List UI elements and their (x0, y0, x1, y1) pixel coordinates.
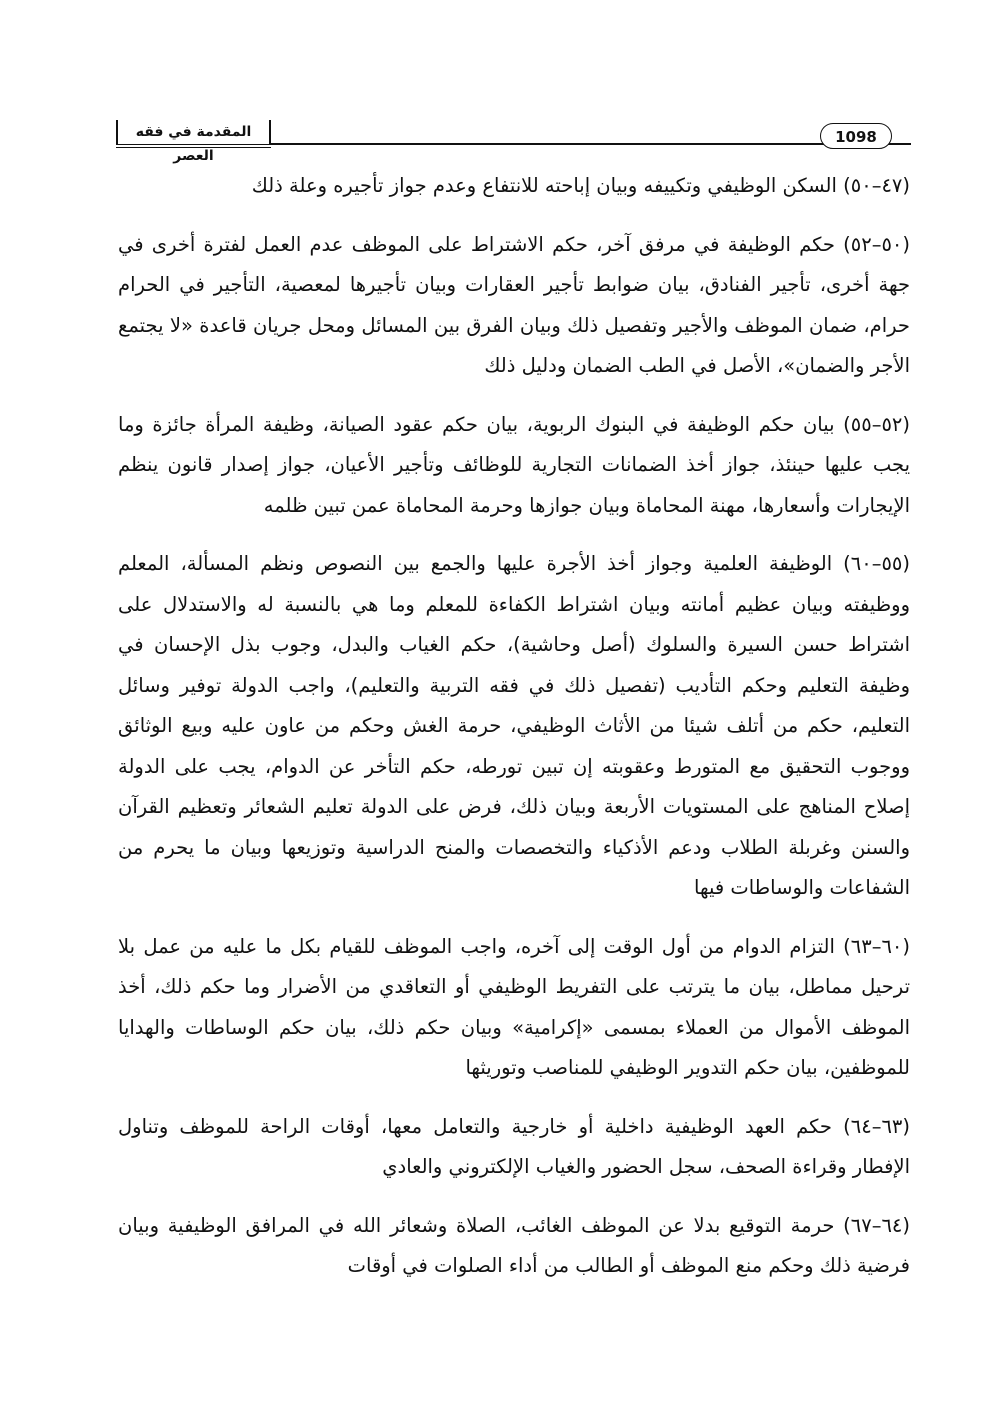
paragraph-63-64: (٦٣–٦٤) حكم العهد الوظيفية داخلية أو خارجية والتعامل معها، أوقات الراحة للموظف وتناول الإفطار وقراءة الصحف، سجل الحضور والغياب الإلكتروني والعادي (118, 1114, 910, 1178)
paragraph-50-52: (٥٠–٥٢) حكم الوظيفة في مرفق آخر، حكم الاشتراط على الموظف عدم العمل لفترة أخرى في جهة أخرى، تأجير الفنادق، بيان ضوابط تأجير العقارات وبيان تأجيرها لمعصية، التأجير في الحرام حرام، ضمان الموظف والأجير وتفصيل ذلك وبيان الفرق بين المسائل ومحل جريان قاعدة «لا يجتمع الأجر والضمان»، الأصل في الطب الضمان ودليل ذلك (118, 232, 910, 377)
paragraph-47-50: (٤٧–٥٠) السكن الوظيفي وتكييفه وبيان إباحته للانتفاع وعدم جواز تأجيره وعلة ذلك (251, 174, 910, 197)
page-header (116, 120, 911, 164)
paragraph-52-55: (٥٢–٥٥) بيان حكم الوظيفة في البنوك الربوية، بيان حكم عقود الصيانة، وظيفة المرأة جائزة وما يجب عليها حينئذ، جواز أخذ الضمانات التجارية للوظائف وتأجير الأعيان، جواز إصدار قانون ينظم الإيجارات وأسعارها، مهنة المحاماة وبيان جوازها وحرمة المحاماة عمن تبين ظلمه (118, 412, 910, 517)
page-number: 1098 (820, 123, 892, 149)
book-title: المقدمة في فقه العصر (116, 120, 271, 144)
paragraph-60-63: (٦٠–٦٣) التزام الدوام من أول الوقت إلى آخره، واجب الموظف للقيام بكل ما عليه من عمل بلا ترحيل مماطل، بيان ما يترتب على التفريط الوظيفي أو التعاقدي من الأضرار وما حكم ذلك، أخذ الموظف الأموال من العملاء بمسمى «إكرامية» وبيان حكم ذلك، بيان حكم الوساطات والهدايا للموظفين، بيان حكم التدوير الوظيفي للمناصب وتوريثها (118, 934, 910, 1079)
paragraph-64-67: (٦٤–٦٧) حرمة التوقيع بدلا عن الموظف الغائب، الصلاة وشعائر الله في المرافق الوظيفية وبيان فرضية ذلك وحكم منع الموظف أو الطالب من أداء الصلوات في أوقات (118, 1213, 910, 1277)
paragraph-55-60: (٥٥–٦٠) الوظيفة العلمية وجواز أخذ الأجرة عليها والجمع بين النصوص ونظم المسألة، المعلم ووظيفته وبيان عظيم أمانته وبيان اشتراط الكفاءة للمعلم وما هي بالنسبة له والاستدلال على اشتراط حسن السيرة والسلوك (أصل وحاشية)، حكم الغياب والبدل، وجوب بذل الإحسان في وظيفة التعليم وحكم التأديب (تفصيل ذلك في فقه التربية والتعليم)، واجب الدولة توفير وسائل التعليم، حكم من أتلف شيئا من الأثاث الوظيفي، حرمة الغش وحكم من عاون عليه وبيع الوثائق ووجوب التحقيق مع المتورط وعقوبته إن تبين تورطه، حكم التأخر عن الدوام، يجب على الدولة إصلاح المناهج على المستويات الأربعة وبيان ذلك، فرض على الدولة تعليم الشعائر وتعظيم القرآن والسنن وغربلة الطلاب ودعم الأذكياء والتخصصات والمنح الدراسية وتوزيعها وبيان ما يحرم من الشفاعات والوساطات فيها (118, 552, 910, 899)
page-body (118, 166, 910, 1305)
